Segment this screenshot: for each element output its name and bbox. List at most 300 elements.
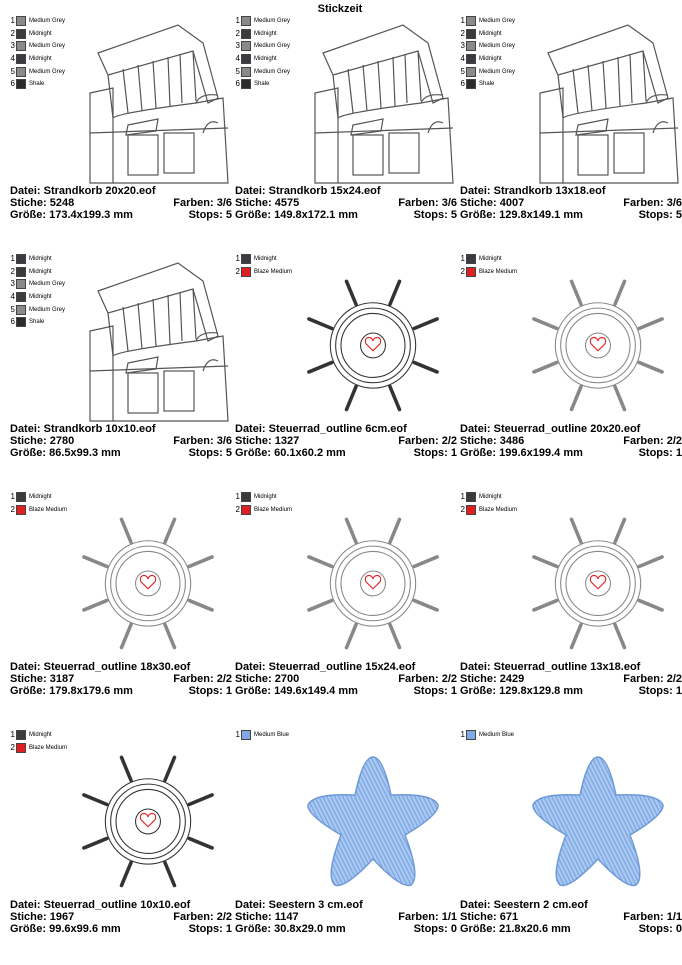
- color-count: [398, 911, 457, 923]
- color-swatch: [16, 305, 26, 315]
- stitches-row: [10, 673, 232, 685]
- file-row: [235, 423, 457, 435]
- file-value: Strandkorb 20x20.eof: [43, 185, 156, 197]
- color-number: 4: [460, 54, 465, 64]
- color-entry: [10, 303, 65, 316]
- file-name: [460, 423, 640, 435]
- file-value: Steuerrad_outline 20x20.eof: [493, 423, 641, 435]
- file-label: Datei:: [10, 423, 41, 435]
- design-preview: [68, 499, 228, 659]
- design-info: [460, 899, 682, 935]
- color-legend: [460, 729, 514, 742]
- color-count: [623, 197, 682, 209]
- size-value: 99.6x99.6 mm: [49, 923, 121, 935]
- design-card: [235, 729, 457, 965]
- design-size: [10, 685, 133, 697]
- design-size: [235, 447, 346, 459]
- color-swatch: [241, 492, 251, 502]
- file-row: [10, 661, 232, 673]
- stitches-value: 2700: [274, 673, 300, 685]
- colors-label: Farben:: [398, 911, 439, 923]
- file-row: [10, 185, 232, 197]
- stops-label: Stops:: [188, 447, 223, 459]
- file-name: [10, 423, 156, 435]
- color-entry: [10, 15, 65, 28]
- starfish-motif: [293, 737, 453, 897]
- color-name: Midnight: [29, 494, 52, 501]
- color-number: 4: [10, 292, 15, 302]
- file-value: Seestern 3 cm.eof: [268, 899, 363, 911]
- design-card: [460, 15, 682, 251]
- color-entry: [10, 28, 65, 41]
- color-name: Medium Grey: [479, 43, 516, 50]
- color-name: Medium Grey: [479, 68, 516, 75]
- color-entry: [10, 491, 67, 504]
- design-card: [460, 253, 682, 489]
- color-name: Midnight: [29, 294, 52, 301]
- size-value: 129.8x129.8 mm: [499, 685, 583, 697]
- size-label: Größe:: [10, 685, 47, 697]
- color-legend: [10, 729, 67, 754]
- stitch-count: [235, 673, 299, 685]
- size-value: 179.8x179.6 mm: [49, 685, 133, 697]
- steering-wheel-motif: [68, 737, 228, 897]
- stop-count: [189, 923, 232, 935]
- color-count: [623, 435, 682, 447]
- design-preview: [518, 737, 678, 897]
- color-entry: [10, 253, 65, 266]
- stops-label: Stops:: [413, 685, 448, 697]
- color-number: 4: [10, 54, 15, 64]
- color-name: Midnight: [29, 256, 52, 263]
- colors-value: 2/2: [666, 435, 682, 447]
- color-number: 2: [235, 28, 240, 38]
- color-swatch: [16, 79, 26, 89]
- color-entry: [460, 53, 515, 66]
- color-entry: [460, 40, 515, 53]
- color-entry: [235, 78, 290, 91]
- color-swatch: [16, 505, 26, 515]
- stops-label: Stops:: [638, 447, 673, 459]
- file-row: [460, 899, 682, 911]
- size-label: Größe:: [10, 923, 47, 935]
- stitches-row: [10, 435, 232, 447]
- design-preview: [68, 737, 228, 897]
- color-number: 4: [235, 54, 240, 64]
- colors-value: 2/2: [441, 673, 457, 685]
- size-value: 149.6x149.4 mm: [274, 685, 358, 697]
- steering-wheel-motif: [68, 499, 228, 659]
- color-number: 1: [460, 730, 465, 740]
- color-name: Midnight: [29, 268, 52, 275]
- stitches-label: Stiche:: [235, 673, 272, 685]
- stop-count: [639, 209, 682, 221]
- colors-value: 2/2: [216, 673, 232, 685]
- stop-count: [639, 923, 682, 935]
- file-label: Datei:: [460, 185, 491, 197]
- colors-value: 3/6: [216, 197, 232, 209]
- color-swatch: [241, 505, 251, 515]
- stops-value: 5: [225, 447, 232, 459]
- color-name: Midnight: [479, 56, 502, 63]
- file-row: [460, 661, 682, 673]
- stitches-value: 5248: [49, 197, 75, 209]
- color-entry: [460, 15, 515, 28]
- color-entry: [10, 40, 65, 53]
- file-label: Datei:: [460, 899, 491, 911]
- size-value: 149.8x172.1 mm: [274, 209, 358, 221]
- stop-count: [189, 685, 232, 697]
- color-swatch: [466, 41, 476, 51]
- stops-value: 1: [450, 685, 457, 697]
- color-entry: [10, 504, 67, 517]
- strandkorb-motif: [68, 23, 228, 183]
- stitches-label: Stiche:: [460, 435, 497, 447]
- design-size: [460, 923, 571, 935]
- design-info: [460, 423, 682, 459]
- colors-label: Farben:: [398, 197, 439, 209]
- stops-label: Stops:: [188, 923, 223, 935]
- file-value: Steuerrad_outline 6cm.eof: [268, 423, 407, 435]
- file-name: [235, 899, 363, 911]
- stitches-label: Stiche:: [460, 911, 497, 923]
- stops-label: Stops:: [413, 209, 448, 221]
- design-info: [10, 899, 232, 935]
- size-value: 86.5x99.3 mm: [49, 447, 121, 459]
- color-number: 1: [10, 16, 15, 26]
- stitches-label: Stiche:: [10, 673, 47, 685]
- file-label: Datei:: [10, 661, 41, 673]
- size-row: [460, 209, 682, 221]
- stitches-label: Stiche:: [10, 911, 47, 923]
- color-name: Blaze Medium: [479, 268, 518, 275]
- design-preview: [68, 261, 228, 421]
- stops-value: 1: [675, 685, 682, 697]
- color-swatch: [241, 16, 251, 26]
- color-number: 2: [460, 28, 465, 38]
- color-entry: [235, 40, 290, 53]
- color-name: Medium Grey: [29, 281, 66, 288]
- stitch-count: [460, 911, 518, 923]
- color-count: [623, 911, 682, 923]
- colors-label: Farben:: [173, 435, 214, 447]
- file-value: Steuerrad_outline 13x18.eof: [493, 661, 641, 673]
- color-swatch: [466, 67, 476, 77]
- color-number: 1: [235, 492, 240, 502]
- color-name: Midnight: [29, 56, 52, 63]
- size-row: [460, 685, 682, 697]
- color-name: Medium Blue: [479, 732, 515, 739]
- color-number: 2: [235, 504, 240, 514]
- color-entry: [460, 504, 517, 517]
- starfish-motif: [518, 737, 678, 897]
- stitches-label: Stiche:: [460, 197, 497, 209]
- stops-label: Stops:: [638, 209, 673, 221]
- design-card: [235, 15, 457, 251]
- color-swatch: [16, 54, 26, 64]
- design-info: [460, 185, 682, 221]
- design-preview: [293, 499, 453, 659]
- color-count: [398, 435, 457, 447]
- steering-wheel-motif: [293, 261, 453, 421]
- stitches-value: 671: [499, 911, 519, 923]
- design-info: [235, 661, 457, 697]
- stop-count: [414, 685, 457, 697]
- design-preview: [293, 737, 453, 897]
- file-value: Seestern 2 cm.eof: [493, 899, 588, 911]
- steering-wheel-motif: [293, 499, 453, 659]
- color-count: [623, 673, 682, 685]
- color-number: 6: [460, 79, 465, 89]
- design-preview: [518, 23, 678, 183]
- strandkorb-motif: [518, 23, 678, 183]
- stops-value: 5: [450, 209, 457, 221]
- color-name: Blaze Medium: [29, 506, 68, 513]
- file-name: [460, 185, 606, 197]
- color-swatch: [466, 267, 476, 277]
- colors-label: Farben:: [173, 197, 214, 209]
- color-name: Medium Grey: [479, 18, 516, 25]
- size-label: Größe:: [235, 923, 272, 935]
- file-label: Datei:: [460, 423, 491, 435]
- color-legend: [460, 15, 515, 91]
- stops-value: 1: [225, 685, 232, 697]
- stitches-value: 4007: [499, 197, 525, 209]
- color-number: 3: [10, 41, 15, 51]
- color-entry: [235, 53, 290, 66]
- stops-label: Stops:: [638, 685, 673, 697]
- color-name: Medium Grey: [29, 18, 66, 25]
- color-entry: [10, 78, 65, 91]
- color-swatch: [16, 492, 26, 502]
- colors-label: Farben:: [623, 435, 664, 447]
- colors-label: Farben:: [173, 911, 214, 923]
- color-name: Blaze Medium: [254, 268, 293, 275]
- stitches-label: Stiche:: [10, 435, 47, 447]
- color-entry: [235, 253, 292, 266]
- color-swatch: [16, 292, 26, 302]
- color-entry: [460, 78, 515, 91]
- stops-value: 1: [225, 923, 232, 935]
- design-card: [235, 253, 457, 489]
- stop-count: [639, 685, 682, 697]
- color-entry: [10, 278, 65, 291]
- stitches-row: [235, 673, 457, 685]
- color-legend: [235, 253, 292, 278]
- design-size: [460, 685, 583, 697]
- color-swatch: [16, 743, 26, 753]
- file-label: Datei:: [10, 185, 41, 197]
- colors-label: Farben:: [623, 911, 664, 923]
- stops-value: 1: [675, 447, 682, 459]
- design-card: [460, 491, 682, 727]
- color-name: Blaze Medium: [254, 506, 293, 513]
- colors-value: 3/6: [441, 197, 457, 209]
- design-info: [235, 423, 457, 459]
- file-row: [10, 423, 232, 435]
- design-card: [10, 253, 232, 489]
- design-info: [10, 423, 232, 459]
- color-legend: [10, 253, 65, 329]
- size-label: Größe:: [460, 447, 497, 459]
- color-swatch: [466, 29, 476, 39]
- steering-wheel-motif: [518, 261, 678, 421]
- color-name: Midnight: [254, 30, 277, 37]
- file-name: [235, 661, 415, 673]
- color-entry: [460, 28, 515, 41]
- stop-count: [414, 923, 457, 935]
- color-number: 1: [235, 254, 240, 264]
- file-name: [235, 185, 381, 197]
- stitch-count: [235, 435, 299, 447]
- stitches-label: Stiche:: [235, 435, 272, 447]
- color-entry: [10, 742, 67, 755]
- file-name: [10, 899, 190, 911]
- color-swatch: [16, 16, 26, 26]
- stitch-count: [235, 197, 299, 209]
- colors-value: 1/1: [666, 911, 682, 923]
- stops-label: Stops:: [188, 209, 223, 221]
- color-swatch: [241, 79, 251, 89]
- size-value: 199.6x199.4 mm: [499, 447, 583, 459]
- color-name: Shale: [479, 81, 495, 88]
- size-label: Größe:: [460, 209, 497, 221]
- size-row: [460, 923, 682, 935]
- color-entry: [235, 729, 289, 742]
- color-entry: [235, 504, 292, 517]
- color-name: Midnight: [254, 494, 277, 501]
- file-row: [235, 185, 457, 197]
- file-row: [235, 661, 457, 673]
- colors-label: Farben:: [623, 673, 664, 685]
- file-label: Datei:: [235, 899, 266, 911]
- design-card: [10, 15, 232, 251]
- stop-count: [189, 447, 232, 459]
- color-entry: [10, 53, 65, 66]
- size-row: [235, 209, 457, 221]
- design-size: [235, 685, 358, 697]
- stitches-value: 3187: [49, 673, 75, 685]
- color-entry: [10, 291, 65, 304]
- strandkorb-motif: [68, 261, 228, 421]
- color-number: 3: [235, 41, 240, 51]
- size-row: [235, 685, 457, 697]
- stitches-row: [235, 197, 457, 209]
- color-number: 1: [235, 16, 240, 26]
- file-value: Strandkorb 15x24.eof: [268, 185, 381, 197]
- size-label: Größe:: [235, 209, 272, 221]
- color-number: 1: [235, 730, 240, 740]
- colors-label: Farben:: [398, 673, 439, 685]
- file-label: Datei:: [235, 423, 266, 435]
- stops-value: 5: [675, 209, 682, 221]
- color-number: 6: [10, 79, 15, 89]
- color-number: 2: [10, 504, 15, 514]
- stitches-row: [460, 435, 682, 447]
- color-number: 5: [460, 66, 465, 76]
- color-legend: [10, 491, 67, 516]
- color-name: Shale: [29, 81, 45, 88]
- color-swatch: [16, 267, 26, 277]
- size-row: [10, 923, 232, 935]
- stitch-count: [10, 673, 74, 685]
- color-name: Midnight: [479, 30, 502, 37]
- file-row: [460, 185, 682, 197]
- file-row: [10, 899, 232, 911]
- color-name: Midnight: [254, 256, 277, 263]
- file-name: [460, 661, 640, 673]
- color-entry: [460, 65, 515, 78]
- color-swatch: [466, 54, 476, 64]
- color-number: 2: [10, 28, 15, 38]
- color-legend: [235, 729, 289, 742]
- color-name: Medium Blue: [254, 732, 290, 739]
- stitches-value: 1147: [274, 911, 299, 923]
- color-name: Medium Grey: [254, 43, 291, 50]
- file-label: Datei:: [10, 899, 41, 911]
- stitches-row: [10, 197, 232, 209]
- stitches-row: [460, 197, 682, 209]
- stitches-value: 1967: [49, 911, 75, 923]
- color-swatch: [466, 16, 476, 26]
- stitches-value: 1327: [274, 435, 300, 447]
- stitch-count: [235, 911, 299, 923]
- color-legend: [10, 15, 65, 91]
- color-number: 2: [10, 266, 15, 276]
- stitches-label: Stiche:: [235, 911, 272, 923]
- color-number: 5: [10, 66, 15, 76]
- color-number: 5: [235, 66, 240, 76]
- color-swatch: [241, 730, 251, 740]
- design-preview: [68, 23, 228, 183]
- color-count: [173, 197, 232, 209]
- colors-value: 2/2: [666, 673, 682, 685]
- color-swatch: [16, 67, 26, 77]
- design-info: [235, 185, 457, 221]
- color-number: 6: [235, 79, 240, 89]
- design-size: [460, 447, 583, 459]
- size-row: [10, 685, 232, 697]
- size-row: [235, 447, 457, 459]
- size-row: [10, 447, 232, 459]
- color-name: Medium Grey: [29, 43, 66, 50]
- file-label: Datei:: [235, 185, 266, 197]
- size-row: [460, 447, 682, 459]
- stitch-count: [10, 435, 74, 447]
- page-title: Stickzeit: [317, 3, 363, 15]
- stop-count: [189, 209, 232, 221]
- color-number: 2: [235, 266, 240, 276]
- design-size: [10, 923, 121, 935]
- color-name: Medium Grey: [254, 18, 291, 25]
- stitch-count: [460, 673, 524, 685]
- file-value: Strandkorb 13x18.eof: [493, 185, 606, 197]
- design-preview: [518, 499, 678, 659]
- color-entry: [460, 253, 517, 266]
- size-label: Größe:: [235, 447, 272, 459]
- color-swatch: [16, 41, 26, 51]
- stitches-row: [460, 673, 682, 685]
- color-entry: [10, 729, 67, 742]
- color-swatch: [16, 254, 26, 264]
- size-value: 21.8x20.6 mm: [499, 923, 571, 935]
- color-name: Medium Grey: [29, 68, 66, 75]
- stitches-row: [460, 911, 682, 923]
- file-value: Steuerrad_outline 18x30.eof: [43, 661, 191, 673]
- color-entry: [235, 15, 290, 28]
- colors-value: 2/2: [216, 911, 232, 923]
- color-legend: [460, 253, 517, 278]
